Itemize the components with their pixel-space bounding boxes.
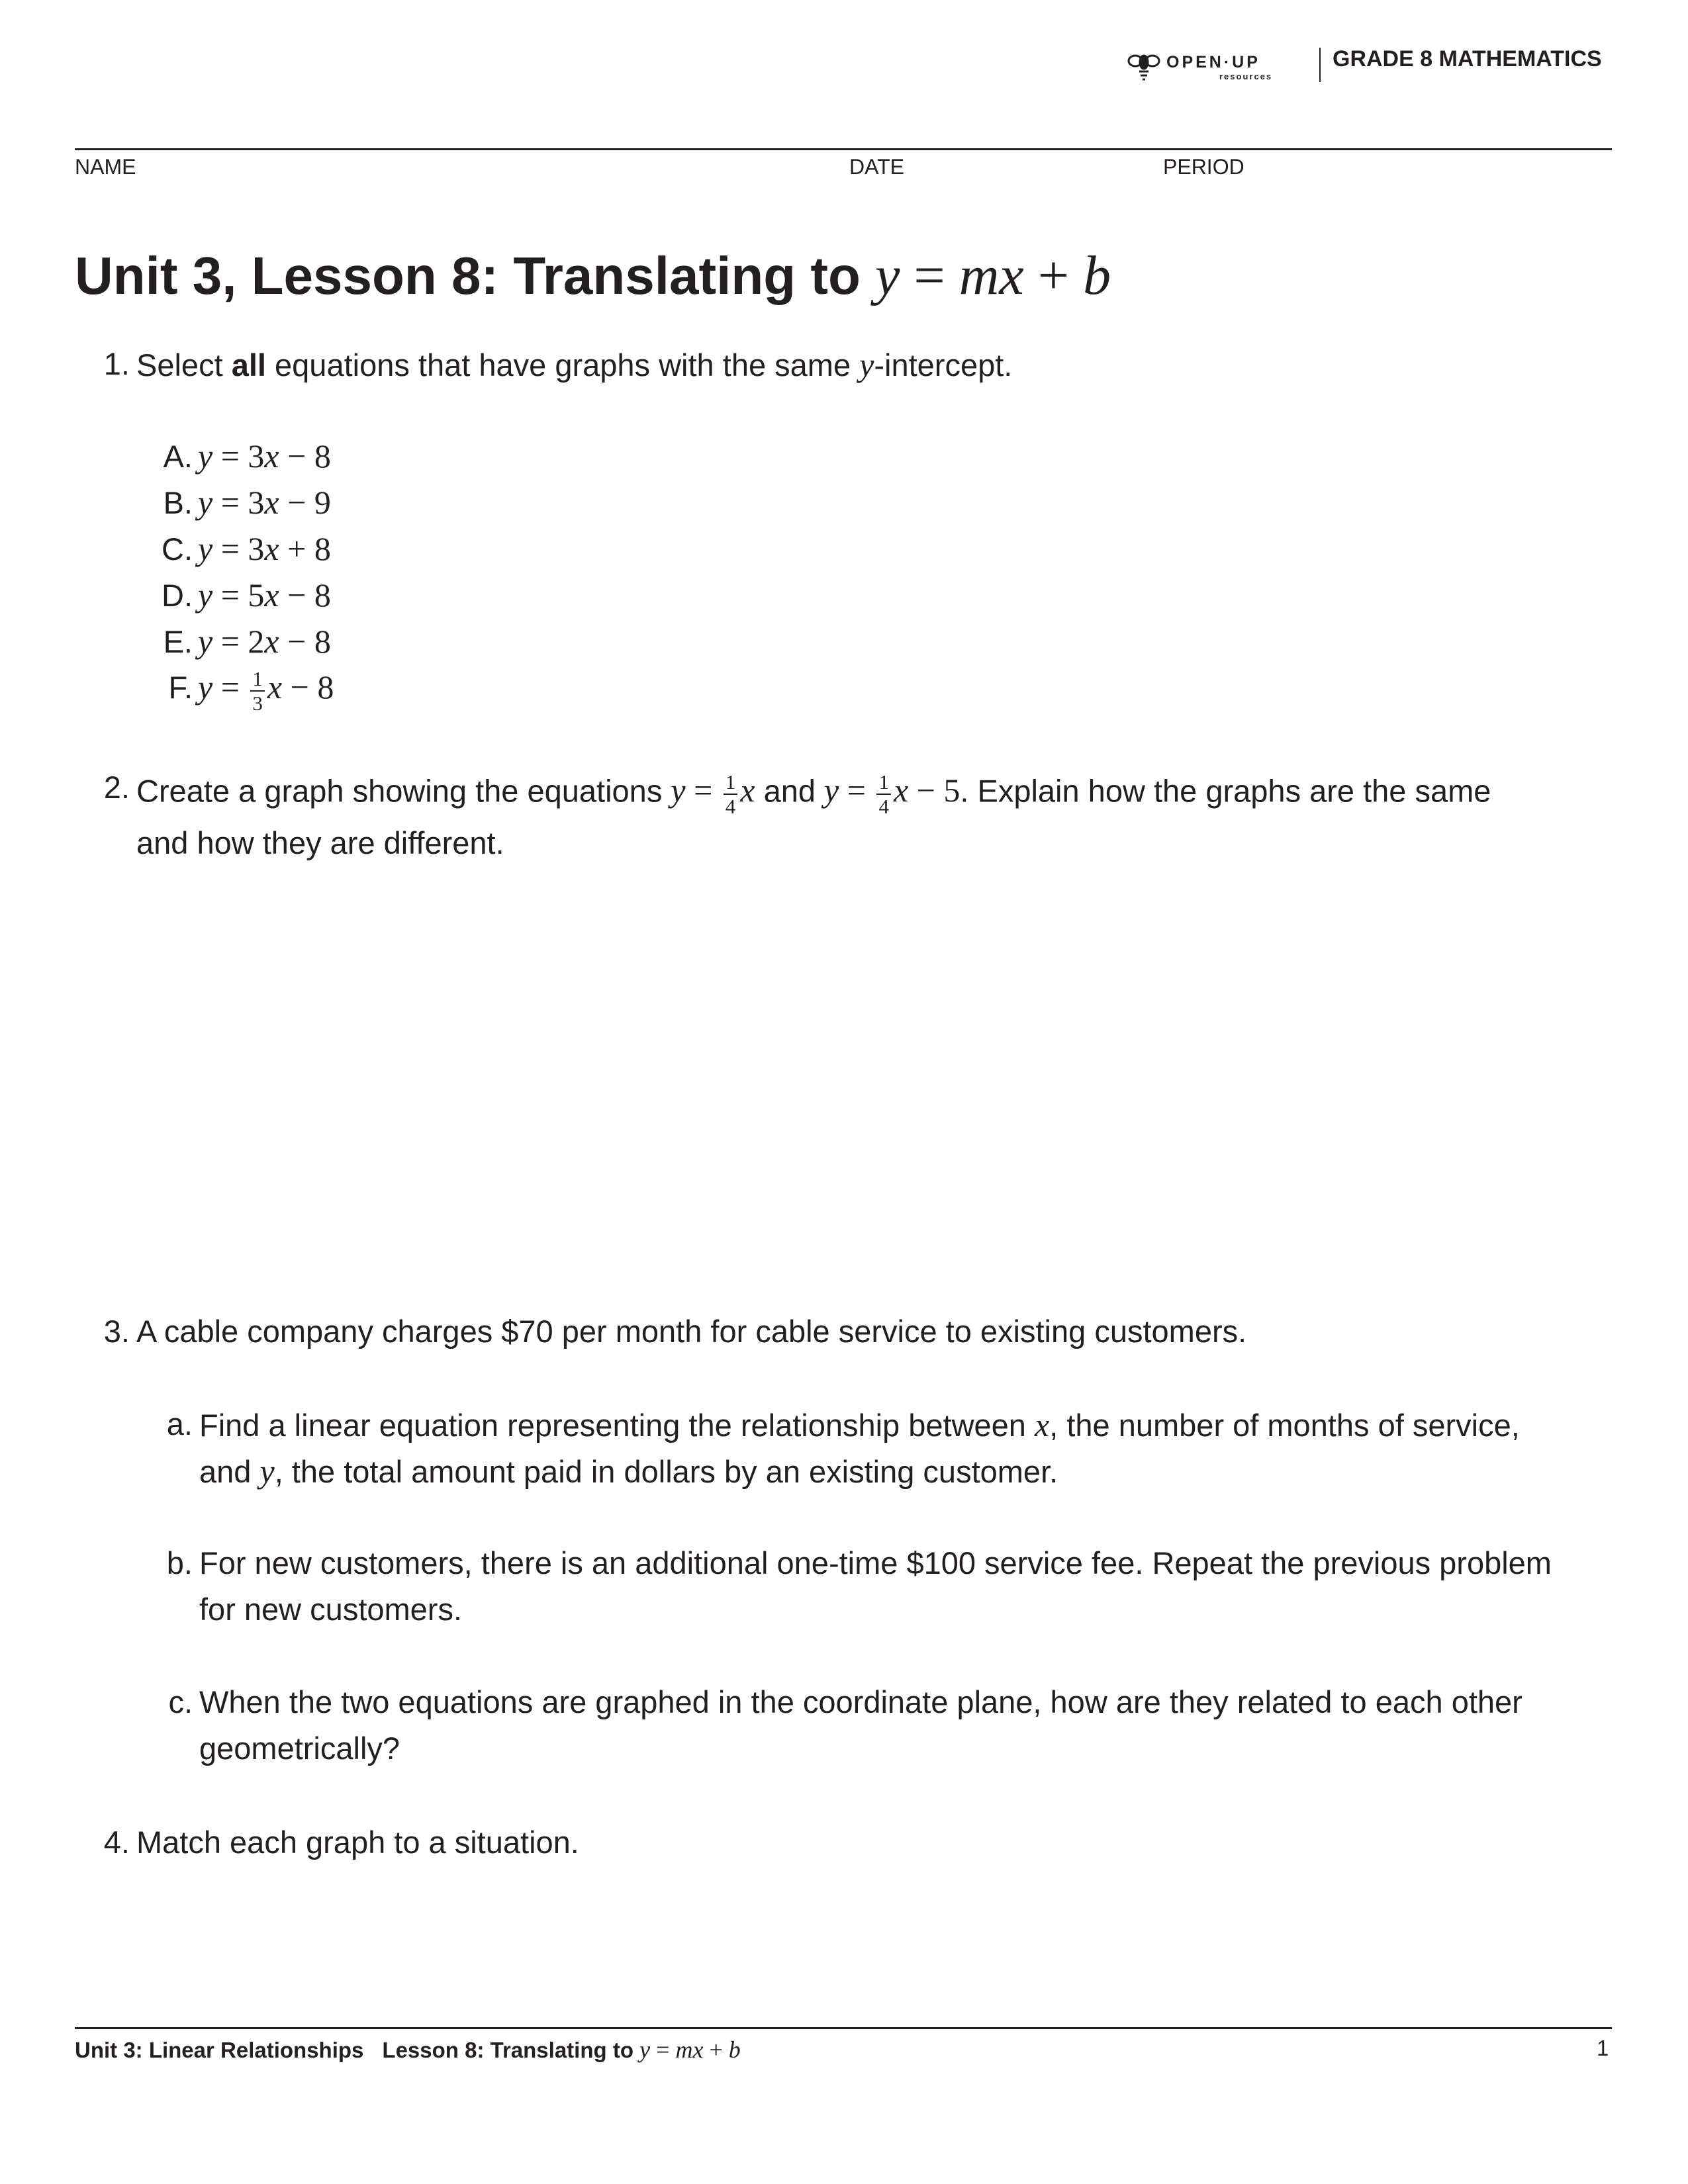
page-title [75, 244, 1111, 308]
question-3: 3. A cable company charges $70 per month for cable service to existing customers. [103, 1314, 1247, 1349]
answer-option-b: B. y = 3x − 9 [163, 484, 331, 521]
footer-lesson-label: Unit 3: Linear Relationships Lesson 8: Translating to y = mx + b [75, 2036, 741, 2063]
top-rule [75, 148, 1612, 150]
answer-option-e: E. y = 2x − 8 [163, 623, 331, 660]
question-number: 4. [103, 1825, 130, 1860]
question-number: 2. [103, 770, 130, 805]
logo-text: OPEN·UP [1166, 53, 1260, 71]
question-2: 2. Create a graph showing the equations y = $\frac{1}{4}$ x and y = $\frac{1}{4}$ x − 5. Explain how the graphs are the same [103, 770, 1491, 818]
question-4: 4. Match each graph to a situation. [103, 1825, 579, 1860]
bottom-rule [75, 2027, 1612, 2029]
period-field-label: PERIOD [1163, 155, 1244, 179]
question-number: 3. [103, 1314, 130, 1349]
page-number: 1 [1597, 2036, 1609, 2060]
question-3b-line-2: for new customers. [199, 1592, 463, 1627]
question-number: 1. [103, 346, 130, 381]
answer-option-d: D. y = 5x − 8 [162, 576, 331, 614]
name-field-label: NAME [75, 155, 136, 179]
date-field-label: DATE [849, 155, 904, 179]
question-3c: c. When the two equations are graphed in the coordinate plane, how are they related to each other [168, 1684, 1523, 1719]
logo-subtext: resources [1219, 71, 1273, 81]
answer-option-c: C. y = 3x + 8 [162, 530, 331, 567]
grade-label: GRADE 8 MATHEMATICS [1333, 46, 1602, 71]
question-2-line-2: and how they are different. [136, 825, 504, 860]
question-3a: a. Find a linear equation representing the relationship between x, the number of months of service, [166, 1406, 1520, 1443]
question-3b: b. For new customers, there is an additional one-time $100 service fee. Repeat the previous problem [166, 1545, 1552, 1580]
question-3c-line-2: geometrically? [199, 1731, 400, 1766]
answer-option-f: F. y = $\frac{1}{3}$ x − 8 [168, 667, 334, 715]
header-divider [1319, 48, 1321, 82]
title-equation: y = mx + b [875, 245, 1111, 306]
bee-icon [1129, 56, 1159, 79]
question-3a-line-2: and y, the total amount paid in dollars by an existing customer. [199, 1453, 1058, 1490]
question-1: 1. Select all equations that have graphs with the same y-intercept. [103, 346, 1013, 383]
answer-option-a: A. y = 3x − 8 [163, 437, 331, 475]
title-text: Unit 3, Lesson 8: Translating to [75, 246, 861, 305]
